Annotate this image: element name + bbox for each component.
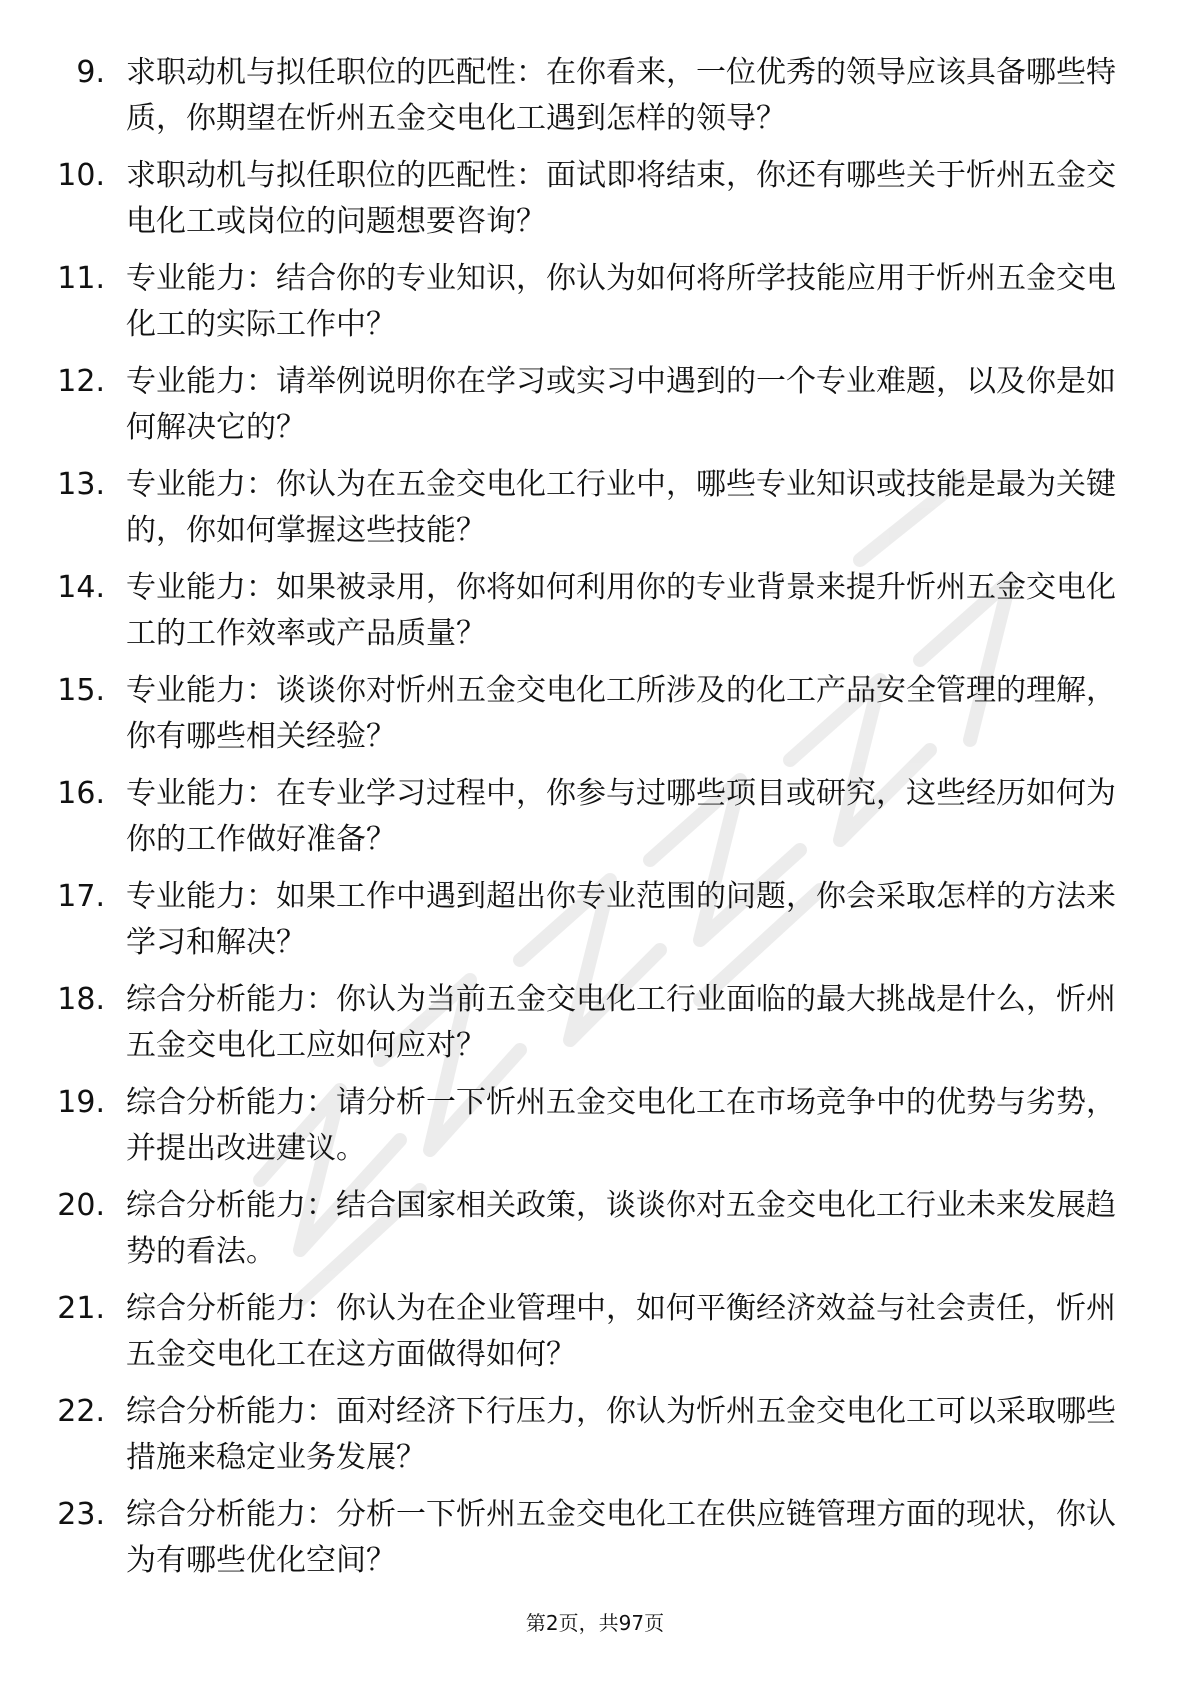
question-item-20 xyxy=(0,1183,1190,1286)
question-number: 12. xyxy=(57,364,105,399)
question-number: 18. xyxy=(57,982,105,1017)
question-number: 14. xyxy=(57,570,105,605)
question-number: 19. xyxy=(57,1085,105,1120)
question-text: 综合分析能力：你认为在企业管理中，如何平衡经济效益与社会责任，忻州五金交电化工在这方面做得如何？ xyxy=(126,1291,1116,1372)
question-item-11 xyxy=(0,256,1190,359)
question-item-9 xyxy=(0,50,1190,153)
question-number: 10. xyxy=(57,158,105,193)
question-list xyxy=(0,50,1190,1595)
question-number: 15. xyxy=(57,673,105,708)
question-text: 专业能力：如果工作中遇到超出你专业范围的问题，你会采取怎样的方法来学习和解决？ xyxy=(126,879,1116,960)
page-footer: 第2页，共97页 xyxy=(525,1611,665,1635)
question-item-19 xyxy=(0,1080,1190,1183)
question-number: 22. xyxy=(57,1394,105,1429)
question-item-13 xyxy=(0,462,1190,565)
question-text: 专业能力：请举例说明你在学习或实习中遇到的一个专业难题，以及你是如何解决它的？ xyxy=(126,364,1116,445)
question-number: 16. xyxy=(57,776,105,811)
question-item-23 xyxy=(0,1492,1190,1595)
question-number: 17. xyxy=(57,879,105,914)
question-text: 综合分析能力：你认为当前五金交电化工行业面临的最大挑战是什么，忻州五金交电化工应如何应对？ xyxy=(126,982,1116,1063)
question-number: 21. xyxy=(57,1291,105,1326)
question-number: 20. xyxy=(57,1188,105,1223)
question-text: 专业能力：结合你的专业知识，你认为如何将所学技能应用于忻州五金交电化工的实际工作中？ xyxy=(126,261,1116,342)
question-text: 综合分析能力：请分析一下忻州五金交电化工在市场竞争中的优势与劣势，并提出改进建议。 xyxy=(126,1085,1116,1166)
question-item-10 xyxy=(0,153,1190,256)
question-number: 13. xyxy=(57,467,105,502)
question-text: 求职动机与拟任职位的匹配性：面试即将结束，你还有哪些关于忻州五金交电化工或岗位的问题想要咨询？ xyxy=(126,158,1116,239)
question-text: 求职动机与拟任职位的匹配性：在你看来，一位优秀的领导应该具备哪些特质，你期望在忻州五金交电化工遇到怎样的领导？ xyxy=(126,55,1116,136)
question-text: 专业能力：谈谈你对忻州五金交电化工所涉及的化工产品安全管理的理解，你有哪些相关经验？ xyxy=(126,673,1116,754)
question-item-12 xyxy=(0,359,1190,462)
question-item-21 xyxy=(0,1286,1190,1389)
question-text: 专业能力：你认为在五金交电化工行业中，哪些专业知识或技能是最为关键的，你如何掌握这些技能？ xyxy=(126,467,1116,548)
question-item-16 xyxy=(0,771,1190,874)
question-text: 专业能力：在专业学习过程中，你参与过哪些项目或研究，这些经历如何为你的工作做好准备？ xyxy=(126,776,1116,857)
question-item-17 xyxy=(0,874,1190,977)
question-text: 综合分析能力：结合国家相关政策，谈谈你对五金交电化工行业未来发展趋势的看法。 xyxy=(126,1188,1116,1269)
question-item-15 xyxy=(0,668,1190,771)
question-item-18 xyxy=(0,977,1190,1080)
question-text: 专业能力：如果被录用，你将如何利用你的专业背景来提升忻州五金交电化工的工作效率或产品质量？ xyxy=(126,570,1116,651)
question-number: 11. xyxy=(57,261,105,296)
question-number: 23. xyxy=(57,1497,105,1532)
question-number: 9. xyxy=(76,55,105,90)
question-item-22 xyxy=(0,1389,1190,1492)
question-item-14 xyxy=(0,565,1190,668)
question-text: 综合分析能力：面对经济下行压力，你认为忻州五金交电化工可以采取哪些措施来稳定业务发展？ xyxy=(126,1394,1116,1475)
question-text: 综合分析能力：分析一下忻州五金交电化工在供应链管理方面的现状，你认为有哪些优化空间？ xyxy=(126,1497,1116,1578)
